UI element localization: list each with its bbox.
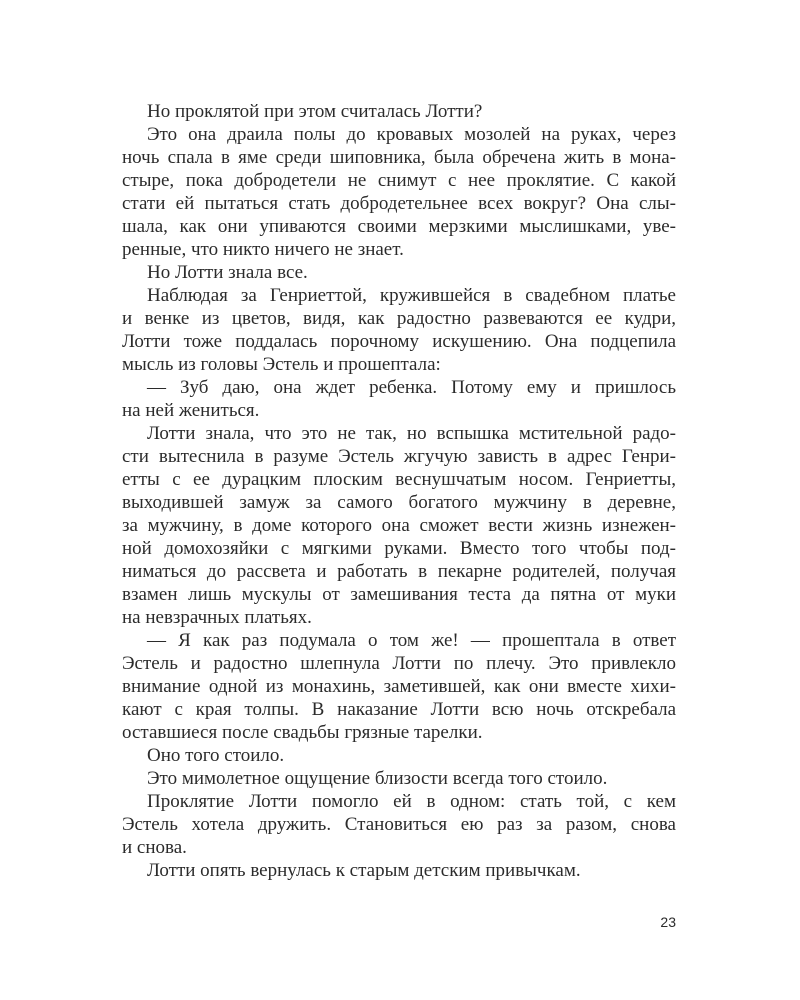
text-line: — Зуб даю, она ждет ребенка. Потому ему и пришлось	[147, 377, 676, 398]
text-line: взамен лишь мускулы от замешивания теста да пятна от муки	[122, 584, 676, 605]
text-line: Эстель и радостно шлепнула Лотти по плечу. Это привлекло	[122, 653, 676, 674]
text-line: на ней жениться.	[122, 400, 260, 421]
text-line: шала, как они упиваются своими мерзкими мыслишками, уве-	[122, 216, 676, 237]
text-line: сти вытеснила в разуме Эстель жгучую зависть в адрес Генри-	[122, 446, 676, 467]
text-line: ной домохозяйки с мягкими руками. Вместо того чтобы под-	[122, 538, 676, 559]
text-line: и снова.	[122, 837, 187, 858]
text-line: Но Лотти знала все.	[147, 262, 308, 283]
text-line: Это мимолетное ощущение близости всегда того стоило.	[147, 768, 608, 789]
text-line: Но проклятой при этом считалась Лотти?	[147, 101, 483, 122]
text-line: оставшиеся после свадьбы грязные тарелки.	[122, 722, 483, 743]
text-line: стыре, пока добродетели не снимут с нее проклятие. С какой	[122, 170, 676, 191]
text-line: Оно того стоило.	[147, 745, 285, 766]
text-line: ночь спала в яме среди шиповника, была обречена жить в мона-	[122, 147, 676, 168]
text-line: на невзрачных платьях.	[122, 607, 312, 628]
text-line: ренные, что никто ничего не знает.	[122, 239, 404, 260]
text-line: Наблюдая за Генриеттой, кружившейся в свадебном платье	[147, 285, 676, 306]
text-line: Лотти тоже поддалась порочному искушению. Она подцепила	[122, 331, 676, 352]
text-line: етты с ее дурацким плоским веснушчатым носом. Генриетты,	[122, 469, 676, 490]
page-number: 23	[660, 914, 676, 930]
text-line: ниматься до рассвета и работать в пекарне родителей, получая	[122, 561, 676, 582]
text-line: выходившей замуж за самого богатого мужчину в деревне,	[122, 492, 676, 513]
text-line: Лотти опять вернулась к старым детским привычкам.	[147, 860, 581, 881]
text-line: кают с края толпы. В наказание Лотти всю ночь отскребала	[122, 699, 676, 720]
text-line: стати ей пытаться стать добродетельнее всех вокруг? Она слы-	[122, 193, 676, 214]
text-line: — Я как раз подумала о том же! — прошептала в ответ	[147, 630, 676, 651]
text-line: Это она драила полы до кровавых мозолей на руках, через	[147, 124, 676, 145]
text-line: Лотти знала, что это не так, но вспышка мстительной радо-	[147, 423, 676, 444]
text-line: внимание одной из монахинь, заметившей, как они вместе хихи-	[122, 676, 676, 697]
text-line: за мужчину, в доме которого она сможет вести жизнь изнежен-	[122, 515, 676, 536]
text-line: мысль из головы Эстель и прошептала:	[122, 354, 441, 375]
text-line: Эстель хотела дружить. Становиться ею раз за разом, снова	[122, 814, 676, 835]
text-line: Проклятие Лотти помогло ей в одном: стать той, с кем	[147, 791, 676, 812]
text-line: и венке из цветов, видя, как радостно развеваются ее кудри,	[122, 308, 676, 329]
